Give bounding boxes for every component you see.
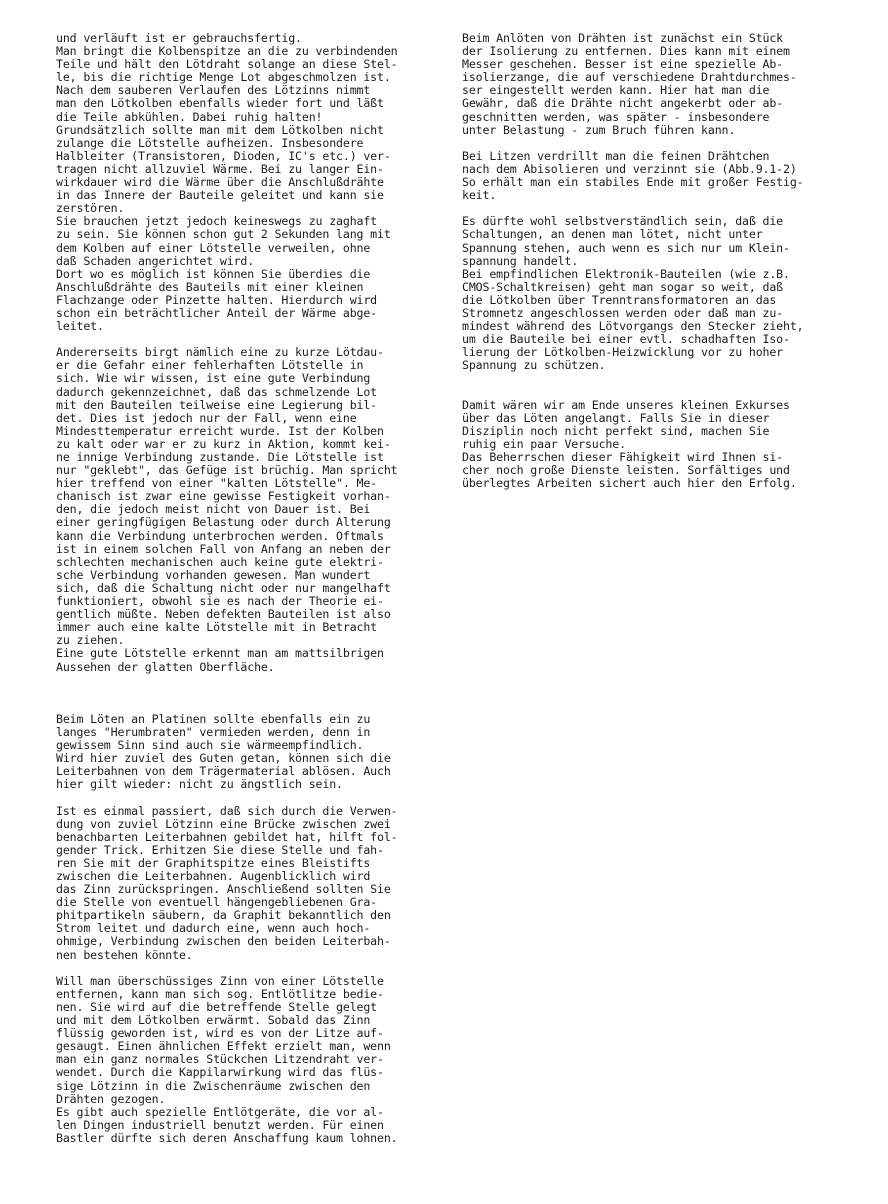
text-line: schlechten mechanischen auch keine gute elektri-	[56, 554, 384, 569]
text-line: Es gibt auch spezielle Entlötgeräte, die vor al-	[56, 1104, 384, 1119]
text-line: Teile und hält den Lötdraht solange an diese Stel-	[56, 57, 398, 72]
text-line: überlegtes Arbeiten sichert auch hier den Erfolg.	[462, 476, 797, 491]
text-line: det. Dies ist jedoch nur der Fall, wenn eine	[56, 410, 357, 425]
text-line: leitet.	[56, 319, 104, 334]
text-line: hier gilt wieder: nicht zu ängstlich sein.	[56, 777, 343, 792]
text-line: wirkdauer wird die Wärme über die Anschlußdrähte	[56, 175, 384, 190]
text-line: gesaugt. Einen ähnlichen Effekt erzielt man, wenn	[56, 1039, 391, 1054]
text-line: Wird hier zuviel des Guten getan, können sich die	[56, 751, 391, 766]
text-line: lierung der Lötkolben-Heizwicklung vor zu hoher	[462, 345, 784, 360]
text-line: tragen nicht allzuviel Wärme. Bei zu langer Ein-	[56, 161, 384, 176]
text-line: isolierzange, die auf verschiedene Drahtdurchmes-	[462, 70, 797, 85]
text-line: ist in einem solchen Fall von Anfang an neben der	[56, 541, 391, 556]
text-line: schon ein beträchtlicher Anteil der Wärme abge-	[56, 305, 378, 320]
text-line: Man bringt die Kolbenspitze an die zu verbindenden	[56, 44, 398, 59]
text-line: flüssig geworden ist, wird es von der Litze auf-	[56, 1026, 384, 1041]
text-line: ohmige, Verbindung zwischen den beiden Leiterbah-	[56, 934, 391, 949]
text-line: zu kalt oder war er zu kurz in Aktion, kommt kei-	[56, 436, 391, 451]
text-line: chanisch ist zwar eine gewisse Festigkeit vorhan-	[56, 489, 391, 504]
text-line: die Lötkolben über Trenntransformatoren an das	[462, 292, 777, 307]
text-line: geschnitten werden, was später - insbesondere	[462, 109, 770, 124]
text-line: benachbarten Leiterbahnen gebildet hat, hilft fol-	[56, 829, 398, 844]
text-line: über das Löten angelangt. Falls Sie in dieser	[462, 410, 770, 425]
text-line: cher noch große Dienste leisten. Sorfältiges und	[462, 463, 790, 478]
text-line: daß Schaden angerichtet wird.	[56, 253, 255, 268]
text-line: man den Lötkolben ebenfalls wieder fort und läßt	[56, 96, 384, 111]
text-line: Grundsätzlich sollte man mit dem Lötkolben nicht	[56, 122, 384, 137]
text-line: immer auch eine kalte Lötstelle mit in Betracht	[56, 620, 378, 635]
text-line: le, bis die richtige Menge Lot abgeschmolzen ist.	[56, 70, 391, 85]
text-line: ser eingestellt werden kann. Hier hat man die	[462, 83, 770, 98]
text-line: langes "Herumbraten" vermieden werden, denn in	[56, 724, 371, 739]
text-line: zerstören.	[56, 201, 125, 216]
text-line: ren Sie mit der Graphitspitze eines Bleistifts	[56, 855, 371, 870]
text-line: unter Belastung - zum Bruch führen kann.	[462, 122, 736, 137]
text-line: mit den Bauteilen teilweise eine Legierung bil-	[56, 397, 378, 412]
text-line: den, die jedoch meist nicht von Dauer ist. Bei	[56, 502, 371, 517]
text-line: Messer geschehen. Besser ist eine spezielle Ab-	[462, 57, 784, 72]
text-line: Beim Löten an Platinen sollte ebenfalls ein zu	[56, 711, 371, 726]
text-line: nen bestehen könnte.	[56, 947, 193, 962]
text-line: Dort wo es möglich ist können Sie überdies die	[56, 266, 371, 281]
text-line: So erhält man ein stabiles Ende mit großer Festig-	[462, 175, 804, 190]
text-line	[462, 386, 862, 399]
text-line: Damit wären wir am Ende unseres kleinen Exkurses	[462, 397, 790, 412]
text-line: Strom leitet und dadurch eine, wenn auch hoch-	[56, 921, 371, 936]
text-line: das Zinn zurückspringen. Anschließend sollten Sie	[56, 882, 391, 897]
text-line: zu sein. Sie können schon gut 2 Sekunden lang mit	[56, 227, 391, 242]
text-line: um die Bauteile bei einer evtl. schadhaften Iso-	[462, 332, 790, 347]
text-line: hier treffend von einer "kalten Lötstelle". Me-	[56, 476, 378, 491]
text-line: nen. Sie wird auf die betreffende Stelle gelegt	[56, 999, 378, 1014]
text-line: gewissem Sinn sind auch sie wärmeempfindlich.	[56, 738, 364, 753]
text-line: ne innige Verbindung zustande. Die Lötstelle ist	[56, 450, 384, 464]
text-line: Stromnetz angeschlossen werden oder daß man zu-	[462, 305, 784, 320]
text-line: kann die Verbindung unterbrochen werden. Oftmals	[56, 528, 384, 543]
text-line	[462, 137, 862, 150]
text-line: die Stelle von eventuell hängengebliebenen Gra-	[56, 895, 378, 910]
text-line: CMOS-Schaltkreisen) geht man sogar so weit, daß	[462, 279, 784, 294]
text-line: sich, daß die Schaltung nicht oder nur mangelhaft	[56, 580, 391, 595]
text-line	[56, 687, 446, 700]
text-line: er die Gefahr einer fehlerhaften Lötstelle in	[56, 358, 364, 373]
text-line: Eine gute Lötstelle erkennt man am mattsilbrigen	[56, 646, 384, 661]
text-line: man ein ganz normales Stückchen Litzendraht ver-	[56, 1052, 384, 1067]
text-line: ruhig ein paar Versuche.	[462, 436, 626, 451]
right-text-column	[462, 32, 862, 490]
text-line: Beim Anlöten von Drähten ist zunächst ein Stück	[462, 31, 784, 45]
text-line: mindest während des Lötvorgangs den Stecker zieht,	[462, 319, 804, 334]
text-line: Drähten gezogen.	[56, 1091, 166, 1106]
text-line: dung von zuviel Lötzinn eine Brücke zwischen zwei	[56, 816, 391, 831]
text-line: Leiterbahnen von dem Trägermaterial ablösen. Auch	[56, 764, 391, 779]
text-line: spannung handelt.	[462, 253, 579, 268]
text-line: Ist es einmal passiert, daß sich durch die Verwen-	[56, 803, 398, 818]
text-line: die Teile abkühlen. Dabei ruhig halten!	[56, 109, 323, 124]
text-line: sich. Wie wir wissen, ist eine gute Verbindung	[56, 371, 371, 386]
text-line: Bei empfindlichen Elektronik-Bauteilen (wie z.B.	[462, 266, 790, 281]
text-line: sige Lötzinn in die Zwischenräume zwischen den	[56, 1078, 371, 1093]
text-line: len Dingen industriell benutzt werden. Für einen	[56, 1117, 384, 1132]
text-line: einer geringfügigen Belastung oder durch Alterung	[56, 515, 391, 530]
text-line: nach dem Abisolieren und verzinnt sie (Abb.9.1-2)	[462, 161, 797, 176]
text-line: in das Innere der Bauteile geleitet und kann sie	[56, 188, 384, 203]
text-line: Es dürfte wohl selbstverständlich sein, daß die	[462, 214, 784, 229]
text-line: Sie brauchen jetzt jedoch keineswegs zu zaghaft	[56, 214, 378, 229]
text-line: zulange die Lötstelle aufheizen. Insbesondere	[56, 135, 364, 150]
text-line: Bei Litzen verdrillt man die feinen Drähtchen	[462, 148, 770, 163]
text-line: gentlich müßte. Neben defekten Bauteilen ist also	[56, 607, 391, 622]
text-line: Mindesttemperatur erreicht wurde. Ist der Kolben	[56, 423, 384, 438]
text-line: dem Kolben auf einer Lötstelle verweilen, ohne	[56, 240, 371, 255]
text-line: und mit dem Lötkolben erwärmt. Sobald das Zinn	[56, 1013, 371, 1028]
text-line: keit.	[462, 188, 497, 203]
left-text-column	[56, 32, 446, 1145]
text-line: Schaltungen, an denen man lötet, nicht unter	[462, 227, 763, 242]
text-line: zu ziehen.	[56, 633, 125, 648]
text-line: zwischen die Leiterbahnen. Augenblicklich wird	[56, 869, 371, 883]
text-line: Disziplin noch nicht perfekt sind, machen Sie	[462, 423, 770, 438]
text-line: wendet. Durch die Kappilarwirkung wird das flüs-	[56, 1065, 384, 1080]
text-line: nur "geklebt", das Gefüge ist brüchig. Man spricht	[56, 463, 398, 478]
text-line: gender Trick. Erhitzen Sie diese Stelle und fah-	[56, 842, 384, 857]
text-line: und verläuft ist er gebrauchsfertig.	[56, 31, 302, 45]
text-line: Spannung zu schützen.	[462, 358, 606, 373]
text-line: Flachzange oder Pinzette halten. Hierdurch wird	[56, 292, 378, 307]
text-line	[56, 962, 446, 975]
text-line: entfernen, kann man sich sog. Entlötlitze bedie-	[56, 986, 384, 1001]
text-line: der Isolierung zu entfernen. Dies kann mit einem	[462, 44, 790, 59]
text-line: sche Verbindung vorhanden gewesen. Man wundert	[56, 567, 371, 582]
text-line: funktioniert, obwohl sie es nach der Theorie ei-	[56, 594, 384, 609]
text-line: Aussehen der glatten Oberfläche.	[56, 659, 275, 674]
text-line	[56, 791, 446, 804]
text-line: Nach dem sauberen Verlaufen des Lötzinns nimmt	[56, 83, 371, 98]
text-line: Will man überschüssiges Zinn von einer Lötstelle	[56, 973, 384, 988]
text-line: Gewähr, daß die Drähte nicht angekerbt oder ab-	[462, 96, 784, 111]
text-line: Anschlußdrähte des Bauteils mit einer kleinen	[56, 279, 364, 294]
text-line: Das Beherrschen dieser Fähigkeit wird Ihnen si-	[462, 450, 784, 464]
text-line: dadurch gekennzeichnet, daß das schmelzende Lot	[56, 384, 378, 399]
text-line: Andererseits birgt nämlich eine zu kurze Lötdau-	[56, 345, 384, 360]
text-line: Halbleiter (Transistoren, Dioden, IC's etc.) ver-	[56, 148, 391, 163]
text-line	[462, 372, 862, 385]
text-line: Bastler dürfte sich deren Anschaffung kaum lohnen.	[56, 1130, 398, 1145]
text-line	[56, 700, 446, 713]
text-line: phitpartikeln säubern, da Graphit bekanntlich den	[56, 908, 391, 923]
text-line: Spannung stehen, auch wenn es sich nur um Klein-	[462, 240, 790, 255]
text-line	[56, 674, 446, 687]
